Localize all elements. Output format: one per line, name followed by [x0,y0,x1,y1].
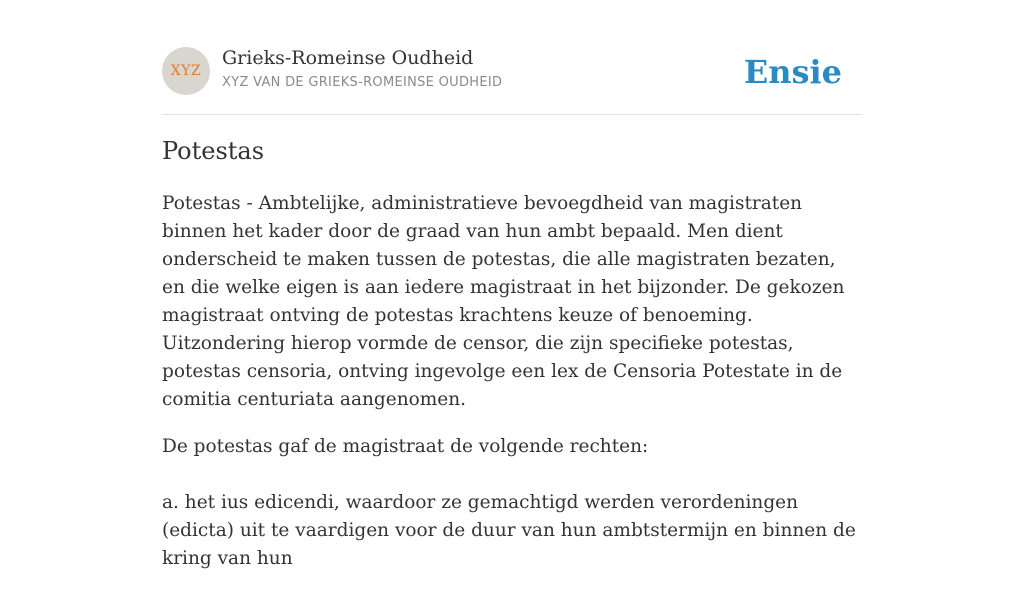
article-body [162,190,862,592]
source-subtitle: XYZ VAN DE GRIEKS-ROMEINSE OUDHEID [222,75,503,90]
source-title[interactable]: Grieks-Romeinse Oudheid [222,47,474,69]
article-paragraph: Potestas - Ambtelijke, administratieve bevoegdheid van magistraten binnen het kader door de graad van hun ambt bepaald. Men dient onderscheid te maken tussen de potestas, die alle magistraten bezaten, en die welke eigen is aan iedere magistraat in het bijzonder. De gekozen magistraat ontving de potestas krachtens keuze of benoeming. Uitzondering hierop vormde de censor, die zijn specifieke potestas, potestas censoria, ontving ingevolge een lex de Censoria Potestate in de comitia centuriata aangenomen. [162,193,845,410]
source-avatar[interactable]: XYZ [162,47,210,95]
brand-logo[interactable]: Ensie [743,53,842,91]
article-paragraph: a. het ius edicendi, waardoor ze gemachtigd werden verordeningen (edicta) uit te vaardigen voor de duur van hun ambtstermijn en binnen de kring van hun [162,492,856,569]
article-paragraph: De potestas gaf de magistraat de volgende rechten: [162,436,649,457]
source-header [162,45,862,115]
article-title: Potestas [162,137,265,165]
